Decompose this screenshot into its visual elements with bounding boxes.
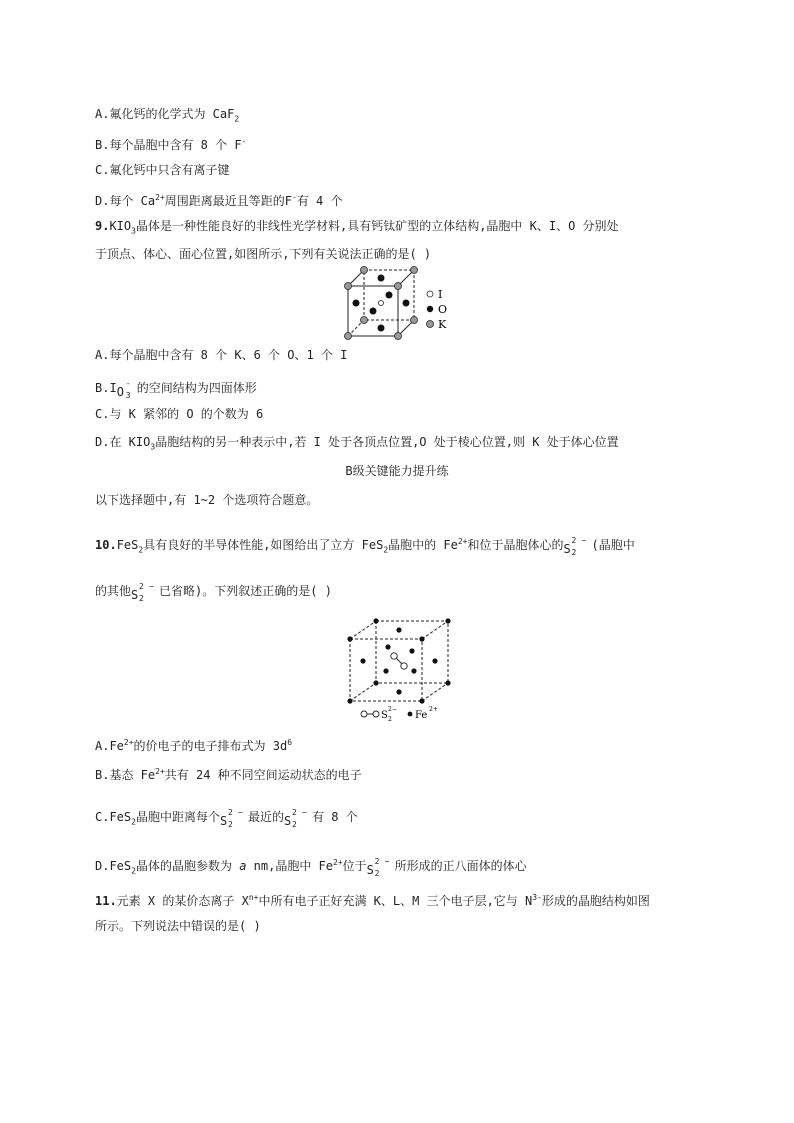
svg-text:2+: 2+ <box>429 706 438 713</box>
svg-text:2−: 2− <box>388 706 397 713</box>
q9-option-b: B.I O - 3 的空间结构为四面体形 <box>95 379 257 400</box>
q8-option-b: B.每个晶胞中含有 8 个 F- <box>95 137 247 152</box>
s2-ion: S 2 2 − <box>131 582 154 603</box>
q8-option-d: D.每个 $Ca^{2+}$周围距离最近且等距的F-有 4 个 <box>95 193 343 208</box>
q10-option-a: $A.Fe^{2+}$的价电子的电子排布式为 $3d^6$ <box>95 738 293 753</box>
q8-option-c: C.氟化钙中只含有离子键 <box>95 163 230 177</box>
q9-crystal-figure <box>340 266 455 342</box>
svg-text:2: 2 <box>388 716 392 723</box>
q10-option-d: D.FeS$_2$晶体的晶胞参数为 a nm,晶胞中 $Fe^{2+}$位于 S 2 2 − 所形成的正八面体的体心 <box>95 857 527 878</box>
q9-option-c: C.与 K 紧邻的 O 的个数为 6 <box>95 407 264 421</box>
s2-ion: S 2 2 − <box>563 536 587 557</box>
q9-stem-line2: 于顶点、体心、面心位置,如图所示,下列有关说法正确的是( ) <box>95 247 432 261</box>
legend-o: O <box>438 303 448 316</box>
legend-fe: Fe <box>415 710 428 721</box>
q9-option-d: D.在 $KIO_3$晶胞结构的另一种表示中,若 I 处于各顶点位置,O 处于棱心位置,则 K 处于体心位置 <box>95 435 619 452</box>
section-note: 以下选择题中,有 1~2 个选项符合题意。 <box>95 493 319 507</box>
section-title: B级关键能力提升练 <box>345 464 449 478</box>
q11-stem-line2: 所示。下列说法中错误的是( ) <box>95 919 261 933</box>
legend-i: I <box>438 288 443 301</box>
q10-crystal-figure <box>342 615 462 723</box>
q10-option-b: B.基态 $Fe^{2+}$共有 24 种不同空间运动状态的电子 <box>95 767 362 782</box>
q9-stem-line1: $9.KIO_3$晶体是一种性能良好的非线性光学材料,具有钙钛矿型的立体结构,晶胞中 K、I、O 分别处 <box>95 219 619 236</box>
q10-stem-line2: 的其他 S 2 2 − 已省略)。下列叙述正确的是( ) <box>95 579 332 601</box>
q10-stem-line1: 10.FeS$_2$具有良好的半导体性能,如图给出了立方 FeS$_2$晶胞中的 $Fe^{2+}$和位于晶胞体心的 S 2 2 − (晶胞中 <box>95 532 635 560</box>
legend-k: K <box>438 318 447 331</box>
q11-stem-line1: 11.元素 X 的某价态离子 $X^{n+}$中所有电子正好充满 K、L、M 三个电子层,它与 $N^{3-}$形成的晶胞结构如图 <box>95 893 650 908</box>
legend-s2: S <box>381 710 388 721</box>
q10-option-c: C.FeS$_2$晶胞中距离每个 S 2 2 − 最近的 S 2 2 − 有 8 个 <box>95 808 358 829</box>
q8-option-a: A.氟化钙的化学式为 CaF$_2$ <box>95 107 240 124</box>
q9-option-a: A.每个晶胞中含有 8 个 K、6 个 O、1 个 I <box>95 348 348 362</box>
